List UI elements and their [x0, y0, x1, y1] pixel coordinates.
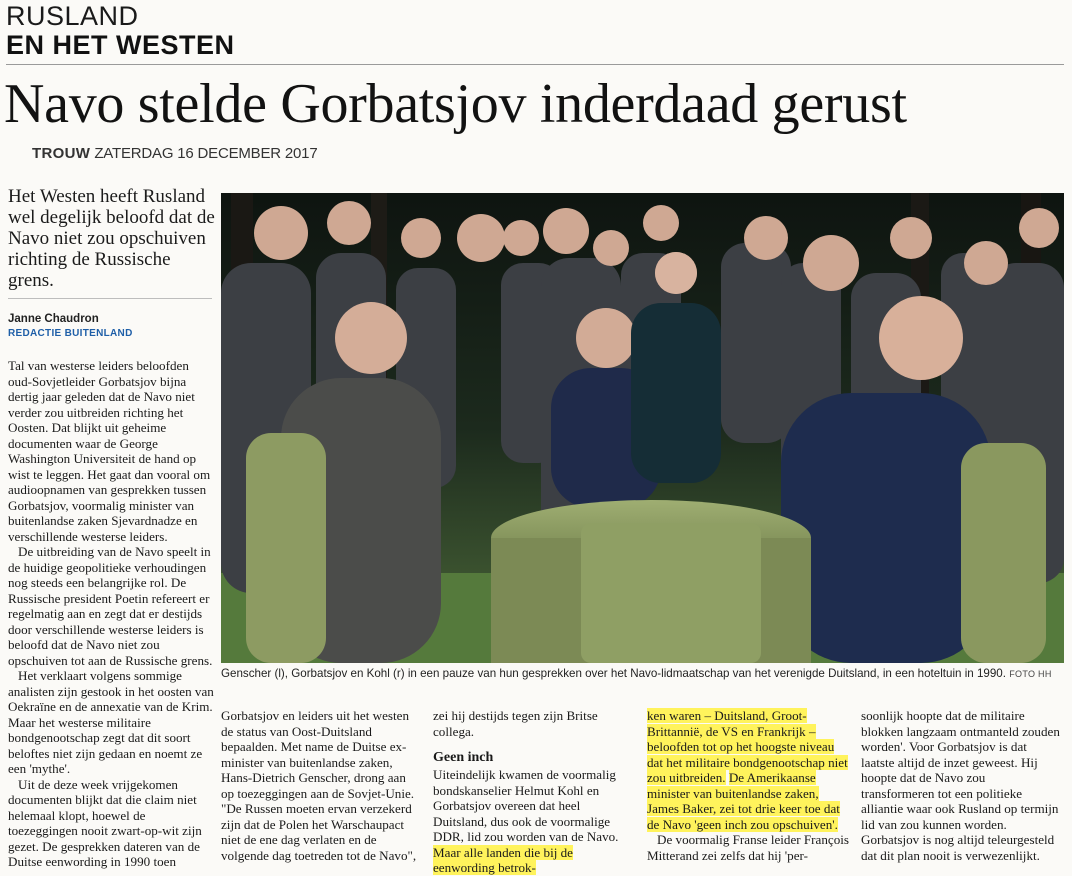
paragraph: Uit de deze week vrijgekomen documenten blijkt dat die claim niet helemaal klopt, hoewel de toezeggingen nooit zwart-op-wit zijn gezet. De gesprekken dateren van de Duitse eenwording in 1990 toen	[8, 776, 202, 869]
paragraph: De voormalig Franse leider François Mitterand zei zelfs dat hij 'per-	[647, 832, 849, 863]
byline-author: Janne Chaudron	[8, 313, 99, 325]
paragraph: zei hij destijds tegen zijn Britse collega.	[433, 708, 598, 739]
paragraph: soonlijk hoopte dat de militaire blokken langzaam ontmanteld zouden worden'. Voor Gorbatsjov is dat laatste altijd de inzet geweest. Hij hoopte dat de Navo zou transformeren tot een politieke alliantie waar ook Rusland op termijn lid van zou kunnen worden. Gorbatsjov is nog altijd teleurgesteld dat dit plan nooit is verwezenlijkt.	[861, 708, 1060, 863]
intro-rule	[8, 298, 212, 299]
caption-text: Genscher (l), Gorbatsjov en Kohl (r) in een pauze van hun gesprekken over het Navo-lidmaatschap van het verenigde Duitsland, in een hoteltuin in 1990.	[221, 667, 1006, 680]
paragraph: Tal van westerse leiders beloofden oud-Sovjetleider Gorbatsjov bijna dertig jaar geleden dat de Navo niet verder zou uitbreiden richting het Oosten. Dat blijkt uit geheime documenten waar de George Washington Universiteit de hand op wist te leggen. Het gaat dan vooral om audioopnamen van gesprekken tussen Gorbatsjov, voormalig minister van buitenlandse zaken Sjevardnadze en verschillende westerse leiders.	[8, 358, 211, 544]
paragraph-text: Uiteindelijk kwamen de voormalig bondskanselier Helmut Kohl en Gorbatsjov overeen dat heel Duitsland, dus ook de voormalige DDR, lid zou worden van de Navo.	[433, 767, 619, 844]
paragraph: Gorbatsjov en leiders uit het westen de status van Oost-Duitsland bepaalden. Met name de Duitse ex-minister van buitenlandse zaken, Hans-Dietrich Genscher, drong aan op toezeggingen aan de Sovjet-Unie. "De Russen moeten ervan verzekerd zijn dat de Polen het Warschaupact niet de ene dag verlaten en de volgende dag toetreden tot de Navo",	[221, 708, 417, 863]
headline: Navo stelde Gorbatsjov inderdaad gerust	[4, 73, 907, 135]
article-column-1	[8, 358, 214, 870]
dateline	[32, 144, 317, 164]
article-column-5	[861, 708, 1061, 863]
article-column-2	[221, 708, 421, 863]
news-photo	[221, 193, 1064, 663]
photo-credit: FOTO HH	[1009, 669, 1052, 679]
paragraph: De uitbreiding van de Navo speelt in de huidige geopolitieke verhoudingen nog steeds een belangrijke rol. De Russische president Poetin refereert er regelmatig aan en zegt dat er destijds door verschillende westerse leiders is beloofd dat de Navo niet zou opschuiven tot aan de Russische grens.	[8, 544, 213, 668]
paragraph	[433, 767, 637, 876]
section-kicker-line1: RUSLAND	[6, 1, 139, 31]
subheading: Geen inch	[433, 750, 494, 765]
byline-desk: REDACTIE BUITENLAND	[8, 328, 133, 339]
intro-lead: Het Westen heeft Rusland wel degelijk beloofd dat de Navo niet zou opschuiven richting de Russische grens.	[8, 186, 215, 291]
dateline-paper: TROUW	[32, 145, 91, 162]
article-column-3	[433, 708, 637, 876]
highlighted-text: ken waren – Duitsland, Groot-Brittannië, de VS en Frankrijk – beloofden tot op het hoogste niveau dat het militaire bondgenootschap niet zou uitbreiden.	[647, 708, 848, 785]
photo-caption	[221, 667, 1064, 680]
section-kicker-line2: EN HET WESTEN	[6, 30, 235, 60]
header-rule	[6, 64, 1064, 65]
highlighted-text: De Amerikaanse minister van buitenlandse zaken, James Baker, zei tot drie keer toe dat de Navo 'geen inch zou opschuiven'.	[647, 770, 840, 832]
photo-illustration	[221, 193, 1064, 663]
dateline-date: ZATERDAG 16 DECEMBER 2017	[94, 145, 318, 162]
article-column-4	[647, 708, 851, 863]
highlighted-text: Maar alle landen die bij de eenwording betrok-	[433, 844, 573, 875]
paragraph: Het verklaart volgens sommige analisten zijn gestook in het oosten van Oekraïne en de annexatie van de Krim. Maar het westerse militaire bondgenootschap zegt dat dit soort beloftes niet zijn gedaan en noemt ze een 'mythe'.	[8, 668, 214, 776]
paragraph	[647, 708, 851, 832]
